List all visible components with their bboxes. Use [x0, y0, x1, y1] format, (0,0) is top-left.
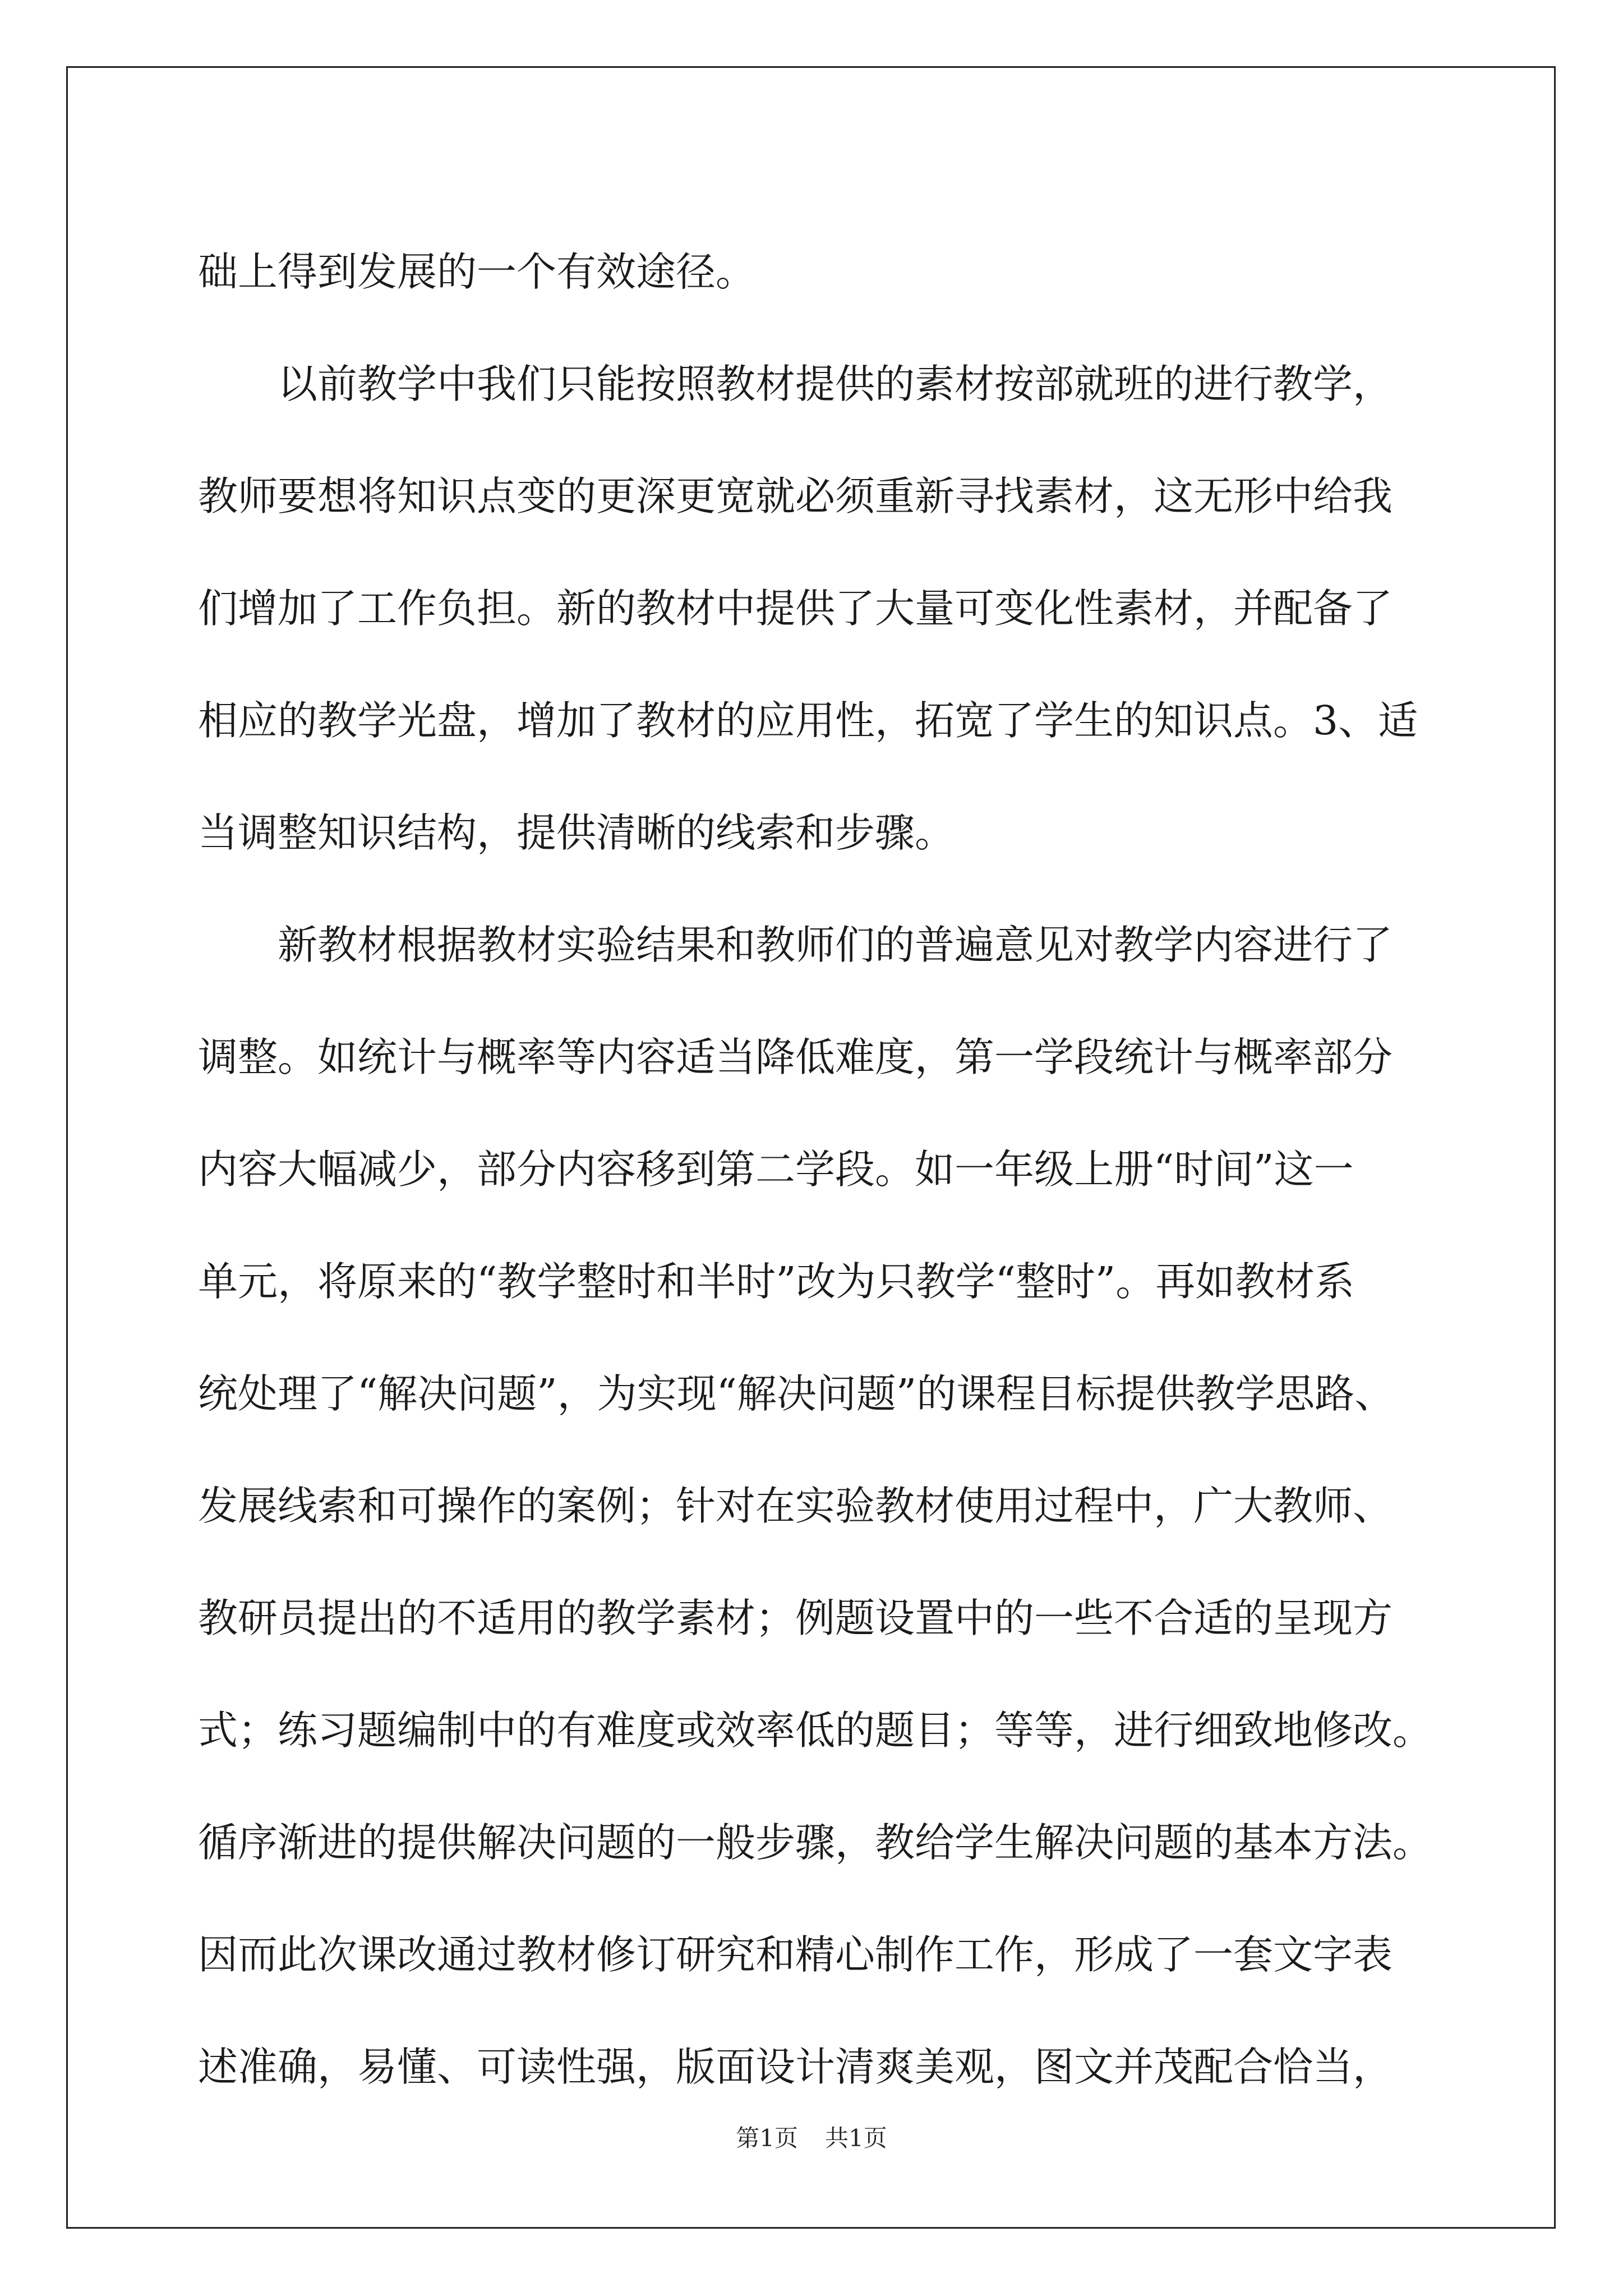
text-line: 因而此次课改通过教材修订研究和精心制作工作，形成了一套文字表	[198, 1931, 1393, 1978]
page-total: 共1页	[825, 2124, 887, 2152]
text-line: 统处理了“解决问题”，为实现“解决问题”的课程目标提供教学思路、	[198, 1370, 1395, 1417]
text-line: 式；练习题编制中的有难度或效率低的题目；等等，进行细致地修改。	[198, 1707, 1433, 1754]
text-line: 新教材根据教材实验结果和教师们的普遍意见对教学内容进行了	[278, 922, 1393, 968]
text-line: 调整。如统计与概率等内容适当降低难度，第一学段统计与概率部分	[198, 1034, 1393, 1080]
text-line: 当调整知识结构，提供清晰的线索和步骤。	[198, 809, 955, 856]
page-number: 第1页	[736, 2124, 798, 2152]
text-line: 教师要想将知识点变的更深更宽就必须重新寻找素材，这无形中给我	[198, 473, 1393, 519]
page-footer	[0, 2122, 1623, 2155]
text-line: 相应的教学光盘，增加了教材的应用性，拓宽了学生的知识点。3、适	[198, 697, 1418, 744]
text-line: 们增加了工作负担。新的教材中提供了大量可变化性素材，并配备了	[198, 585, 1393, 632]
text-line: 以前教学中我们只能按照教材提供的素材按部就班的进行教学，	[278, 361, 1393, 407]
text-line: 循序渐进的提供解决问题的一般步骤，教给学生解决问题的基本方法。	[198, 1819, 1433, 1866]
document-body	[198, 216, 1446, 2123]
text-line: 单元，将原来的“教学整时和半时”改为只教学“整时”。再如教材系	[198, 1258, 1355, 1305]
text-line: 发展线索和可操作的案例；针对在实验教材使用过程中，广大教师、	[198, 1483, 1393, 1529]
text-line: 述准确，易懂、可读性强，版面设计清爽美观，图文并茂配合恰当，	[198, 2044, 1393, 2090]
text-line: 教研员提出的不适用的教学素材；例题设置中的一些不合适的呈现方	[198, 1595, 1393, 1641]
text-line: 础上得到发展的一个有效途径。	[198, 249, 756, 295]
text-line: 内容大幅减少，部分内容移到第二学段。如一年级上册“时间”这一	[198, 1146, 1354, 1193]
